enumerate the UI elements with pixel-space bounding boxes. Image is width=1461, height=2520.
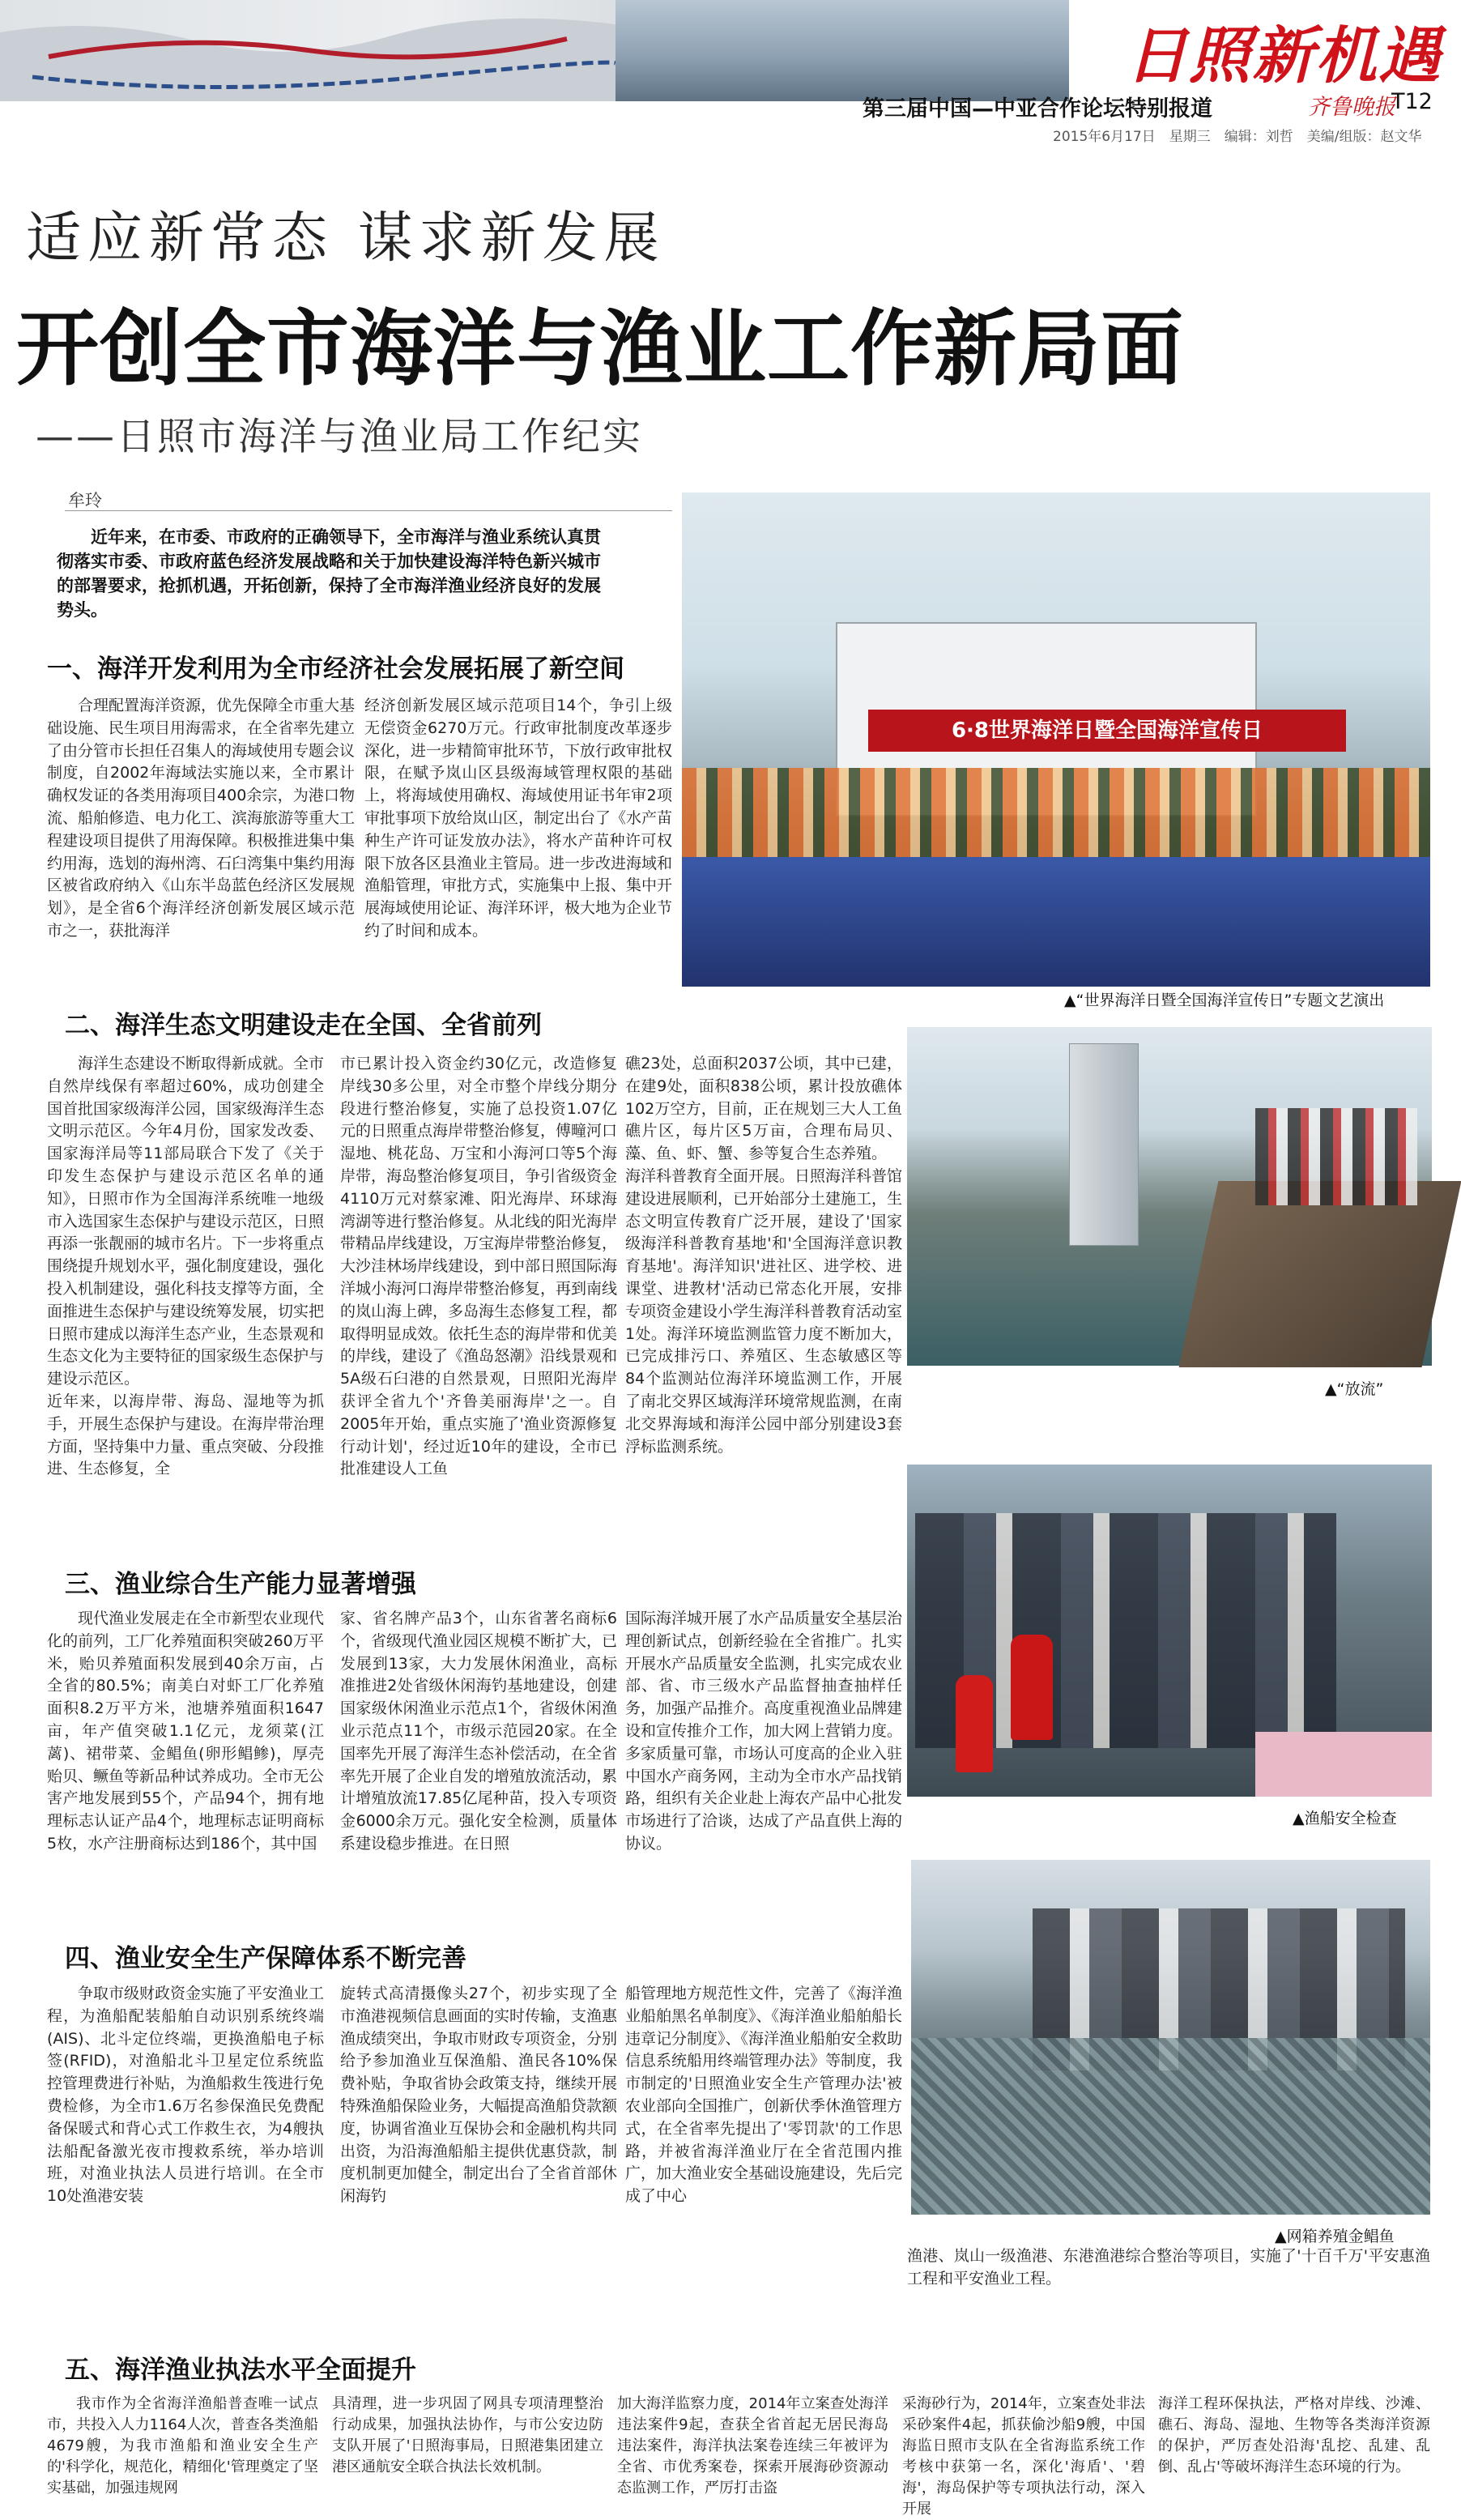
paper-logo: 日照新机遇	[1126, 19, 1442, 92]
fire-extinguisher-graphic	[956, 1675, 993, 1772]
section-heading: 三、渔业综合生产能力显著增强	[65, 1570, 416, 1599]
port-photo-banner	[615, 0, 1069, 101]
section-heading: 二、海洋生态文明建设走在全国、全省前列	[65, 1011, 542, 1040]
byline-divider	[65, 510, 672, 511]
section-5-col-1: 我市作为全省海洋渔船普查唯一试点市，共投入人力1164人次，普查各类渔船4679艘，为我市渔船和渔业安全生产的'科学化，规范化，精细化'管理奠定了坚实基础，加强违规网	[47, 2395, 318, 2497]
pink-cloth-graphic	[1255, 1732, 1432, 1797]
ship-banner	[868, 710, 1346, 752]
section-2-col-1: 海洋生态建设不断取得新成就。全市自然岸线保有率超过60%，成功创建全国首批国家级海洋公园，国家级海洋生态文明示范区。今年4月份，国家发改委、国家海洋局等11部局联合下发了《关于印发生态保护与建设示范区名单的通知》，日照市作为全国海洋系统唯一地级市入选国家生态保护与建设示范区，日照再添一张靓丽的城市名片。下一步将重点围绕提升规划水平，强化制度建设，强化投入机制建设，强化科技支撑等方面，全面推进生态保护与建设统筹发展，切实把日照市建成以海洋生态产业，生态景观和生态文化为主要特征的国家级生态保护与建设示范区。 近年来，以海岸带、海岛、湿地等为抓手，开展生态保护与建设。在海岸带治理方面，坚持集中力量、重点突破、分段推进、生态修复，全	[47, 1055, 325, 1478]
article-subtitle: ——日照市海洋与渔业局工作纪实	[36, 415, 643, 459]
section-5-col-5: 海洋工程环保执法，严格对岸线、沙滩、礁石、海岛、湿地、生物等各类海洋资源的保护，严厉查处沿海'乱挖、乱建、乱倒、乱占'等破坏海洋生态环境的行为。	[1158, 2395, 1430, 2475]
section-4-col-2: 旋转式高清摄像头27个，初步实现了全市渔港视频信息画面的实时传输，支渔惠渔成绩突出，争取市财政专项资金，分别给予参加渔业互保渔船、渔民各10%保费补贴，争取省协会政策支持，继续开展特殊渔船保险业务，大幅提高渔船贷款额度，协调省渔业互保协会和金融机构共同出资，为沿海渔船船主提供优惠贷款，制度机制更加健全，制定出台了全省首部休闲海钓	[340, 1985, 618, 2206]
section-4-col-3: 船管理地方规范性文件，完善了《海洋渔业船舶黑名单制度》、《海洋渔业船舶船长违章记分制度》、《海洋渔业船舶安全救助信息系统船用终端管理办法》等制度，我市制定的'日照渔业安全生产管理办法'被农业部向全国推广，创新伏季休渔管理方式，在全省率先提出了'零罚款'的工作思路，并被省海洋渔业厅在全省范围内推广，加大渔业安全基础设施建设，先后完成了中心	[625, 1985, 903, 2206]
masthead	[0, 0, 1460, 145]
dateline: 2015年6月17日 星期三 编辑：刘哲 美编/组版：赵文华	[1053, 129, 1422, 145]
section-5-col-3: 加大海洋监察力度，2014年立案查处海洋违法案件9起，查获全省首起无居民海岛违法案件，海洋执法案卷连续三年被评为全省、市优秀案卷，探索开展海砂资源动态监测工作，严厉打击盗	[617, 2395, 888, 2497]
section-5-col-4: 采海砂行为，2014年，立案查处非法采砂案件4起，抓获偷沙船9艘，中国海监日照市支队在全省海监系统工作考核中获第一名，深化'海盾'、'碧海'，海岛保护等专项执法行动，深入开展	[902, 2395, 1145, 2518]
article-subhead: 适应新常态 谋求新发展	[26, 207, 666, 271]
photo-fishing-boat-safety-check	[907, 1465, 1432, 1797]
section-3-col-1: 现代渔业发展走在全市新型农业现代化的前列，工厂化养殖面积突破260万平米，贻贝养殖面积发展到40余万亩，占全省的80.5%；南美白对虾工厂化养殖面积8.2万平方米，池塘养殖面积1647亩，年产值突破1.1亿元，龙须菜(江蓠)、裙带菜、金鲳鱼(卵形鲳鲹)，厚壳贻贝、鳜鱼等新品种试养成功。全市无公害产地发展到55个，产品94个，拥有地理标志认证产品4个，地理标志证明商标5枚，水产注册商标达到186个，其中国	[47, 1610, 325, 1853]
section-3-col-3: 国际海洋城开展了水产品质量安全基层治理创新试点，创新经验在全省推广。扎实开展水产品质量安全监测，扎实完成农业部、省、市三级水产品监督抽查抽样任务，加强产品推介。高度重视渔业品牌建设和宣传推介工作，加大网上营销力度。多家质量可靠，市场认可度高的企业入驻中国水产商务网，主动为全市水产品找销路，组织有关企业赴上海农产品中心批发市场进行了洽谈，达成了产品直供上海的协议。	[625, 1610, 903, 1853]
section-heading: 四、渔业安全生产保障体系不断完善	[65, 1944, 466, 1973]
section-3-col-2: 家、省名牌产品3个，山东省著名商标6个，省级现代渔业园区规模不断扩大，已发展到13家，大力发展休闲渔业，高标准推进2处省级休闲海钓基地建设，创建国家级休闲渔业示范点1个，省级休闲渔业示范点11个，市级示范园20家。在全国率先开展了海洋生态补偿活动，在全省率先开展了企业自发的增殖放流活动，累计增殖放流17.85亿尾种苗，投入专项资金6000余万元。强化安全检测，质量体系建设稳步推进。在日照	[340, 1610, 618, 1853]
photo-caption: ▲网箱养殖金鲳鱼	[1275, 2228, 1395, 2245]
section-4-col-4: 渔港、岚山一级渔港、东港渔港综合整治等项目，实施了'十百千万'平安惠渔工程和平安渔业工程。	[907, 2247, 1430, 2288]
article-lead: 近年来，在市委、市政府的正确领导下，全市海洋与渔业系统认真贯彻落实市委、市政府蓝色经济发展战略和关于加快建设海洋特色新兴城市的部署要求，抢抓机遇，开拓创新，保持了全市海洋渔业经济良好的发展势头。	[57, 527, 601, 620]
special-report-label: 第三届中国—中亚合作论坛特别报道	[863, 96, 1212, 122]
photo-caption: ▲“放流”	[1325, 1380, 1384, 1398]
net-cage-graphic	[911, 2038, 1430, 2215]
section-1-col-1: 合理配置海洋资源，优先保障全市重大基础设施、民生项目用海需求，在全省率先建立了由分管市长担任召集人的海域使用专题会议制度，自2002年海域法实施以来，全市累计确权发证的各类用海项目400余宗，为港口物流、船舶修造、电力化工、滨海旅游等重大工程建设项目提供了用海保障。积极推进集中集约用海，选划的海州湾、石臼湾集中集约用海区被省政府纳入《山东半岛蓝色经济区发展规划》，是全省6个海洋经济创新发展区域示范市之一，获批海洋	[47, 697, 356, 940]
pier-graphic	[1179, 1181, 1461, 1367]
byline: 牟玲	[68, 491, 102, 510]
section-heading: 五、海洋渔业执法水平全面提升	[65, 2356, 416, 2385]
masthead-map-banner	[0, 0, 1069, 101]
silk-road-map-graphic	[0, 0, 615, 101]
paper-name: 齐鲁晚报	[1308, 95, 1395, 120]
fire-extinguisher-graphic	[1011, 1635, 1053, 1740]
stage-graphic	[682, 857, 1430, 987]
page-number: T12	[1391, 89, 1433, 114]
ship-banner-text: 6·8世界海洋日暨全国海洋宣传日	[951, 718, 1263, 743]
photo-ocean-day-performance	[682, 492, 1430, 987]
photo-cage-culture-golden-pompano	[911, 1860, 1430, 2215]
section-2-col-3: 礁23处，总面积2037公顷，其中已建，在建9处，面积838公顷，累计投放礁体102万空方，目前，正在规划三大人工鱼礁片区，每片区5万亩，合理布局贝、藻、鱼、虾、蟹、参等复合生态养殖。 海洋科普教育全面开展。日照海洋科普馆建设进展顺利，已开始部分土建施工，生态文明宣传教育广泛开展，建设了'国家级海洋科普教育基地'和'全国海洋意识教育基地'。海洋知识'进社区、进学校、进课堂、进教材'活动已常态化开展，安排专项资金建设小学生海洋科普教育活动室1处。海洋环境监测监管力度不断加大，已完成排污口、养殖区、生态敏感区等84个监测站位海洋环境监测工作，开展了南北交界区域海洋环境常规监测，在南北交界海域和海洋公园中部分别建设3套浮标监测系统。	[625, 1055, 903, 1456]
section-4-col-1: 争取市级财政资金实施了平安渔业工程，为渔船配装船舶自动识别系统终端(AIS)、北斗定位终端，更换渔船电子标签(RFID)，对渔船北斗卫星定位系统监控管理费进行补贴，为渔船救生筏进行免费检修，为全市1.6万名参保渔民免费配备保暖式和背心式工作救生衣，为4艘执法船配备激光夜市搜救系统，举办培训班，对渔业执法人员进行培训。在全市10处渔港安装	[47, 1985, 325, 2206]
section-5-col-2: 具清理，进一步巩固了网具专项清理整治行动成果，加强执法协作，与市公安边防支队开展了'日照海事局，日照港集团建立港区通航安全联合执法长效机制。	[332, 2395, 603, 2475]
photo-fish-release	[907, 1027, 1432, 1366]
photo-caption: ▲渔船安全检查	[1293, 1810, 1397, 1827]
performers-graphic	[682, 768, 1430, 857]
article-headline: 开创全市海洋与渔业工作新局面	[16, 301, 1184, 398]
section-2-col-2: 市已累计投入资金约30亿元，改造修复岸线30多公里，对全市整个岸线分期分段进行整治修复，实施了总投资1.07亿元的日照重点海岸带整治修复，傅疃河口湿地、桃花岛、万宝和小海河口等5个海岸带，海岛整治修复项目，争引省级资金4110万元对蔡家滩、阳光海岸、环球海湾湖等进行整治修复。从北线的阳光海岸带精品岸线建设，万宝海岸带整治修复，大沙洼林场岸线建设，到中部日照国际海洋城小海河口海岸带整治修复，再到南线的岚山海上碑，多岛海生态修复工程，都取得明显成效。依托生态的海岸带和优美的岸线，建设了《渔岛怒潮》沿线景观和5A级石臼港的自然景观，日照阳光海岸获评全省九个'齐鲁美丽海岸'之一。自2005年开始，重点实施了'渔业资源修复行动计划'，经过近10年的建设，全市已批准建设人工鱼	[340, 1055, 618, 1478]
photo-caption: ▲“世界海洋日暨全国海洋宣传日”专题文艺演出	[1064, 991, 1385, 1009]
tower-graphic	[1069, 1043, 1139, 1246]
section-1-col-2: 经济创新发展区域示范项目14个，争引上级无偿资金6270万元。行政审批制度改革逐步深化，进一步精简审批环节，下放行政审批权限，在赋予岚山区县级海域管理权限的基础上，将海域使用确权、海域使用证书年审2项审批事项下放给岚山区，制定出台了《水产苗种生产许可证发放办法》，将水产苗种许可权限下放各区县渔业主管局。进一步改进海域和渔船管理，审批方式，实施集中上报、集中开展海域使用论证、海洋环评，极大地为企业节约了时间和成本。	[364, 697, 673, 940]
people-graphic	[1255, 1108, 1417, 1205]
section-heading: 一、海洋开发利用为全市经济社会发展拓展了新空间	[47, 655, 624, 684]
